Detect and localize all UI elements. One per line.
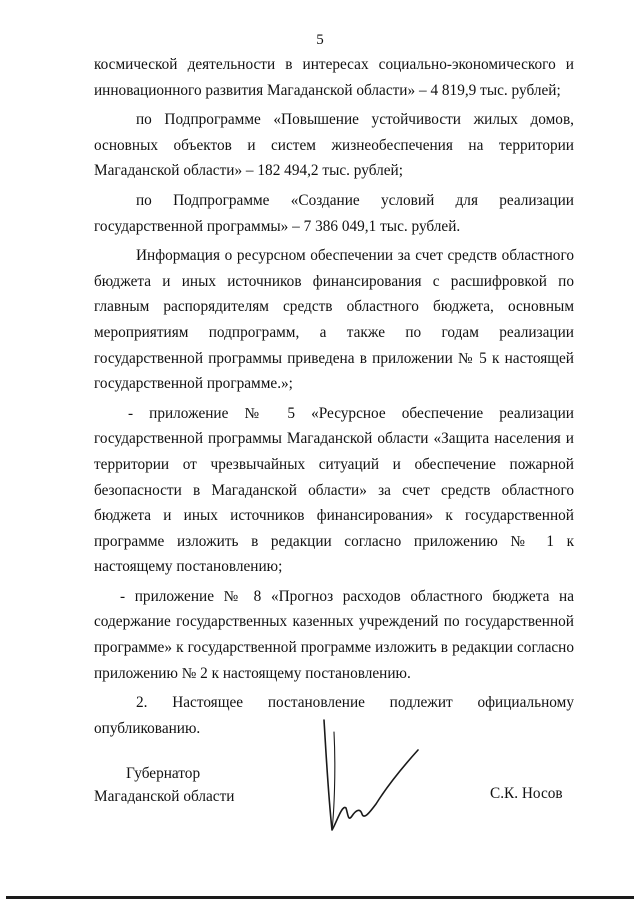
- document-body: [94, 52, 574, 741]
- signatory-title-line2: Магаданской области: [94, 788, 235, 805]
- signatory-title-line1: Губернатор: [126, 765, 201, 782]
- paragraph-5: - приложение № 5 «Ресурсное обеспечение реализации государственной программы Магаданской области «Защита населения и территории от чрезвычайных ситуаций и обеспечение пожарной безопасности в Магаданской области» за счет средств областного бюджета и иных источников финансирования» к государственной программе изложить в редакции согласно приложению № 1 к настоящему постановлению;: [94, 404, 574, 576]
- handwritten-signature: [318, 712, 428, 842]
- signatory-title: [94, 762, 234, 808]
- paragraph-7: 2. Настоящее постановление подлежит официальному опубликованию.: [94, 694, 574, 737]
- bottom-border-line: [6, 896, 634, 899]
- paragraph-6: - приложение № 8 «Прогноз расходов областного бюджета на содержание государственных казенных учреждений по государственной программе» к государственной программе изложить в редакции согласно приложению № 2 к настоящему постановлению.: [94, 587, 574, 682]
- paragraph-4: Информация о ресурсном обеспечении за счет средств областного бюджета и иных источников финансирования с расшифровкой по главным распорядителям средств областного бюджета, основным мероприятиям подпрограмм, а также по годам реализации государственной программы приведена в приложении № 5 к настоящей государственной программе.»;: [94, 247, 574, 393]
- paragraph-2: по Подпрограмме «Повышение устойчивости жилых домов, основных объектов и систем жизнеобеспечения на территории Магаданской области» – 182 494,2 тыс. рублей;: [94, 111, 574, 180]
- paragraph-1: космической деятельности в интересах социально-экономического и инновационного развития Магаданской области» – 4 819,9 тыс. рублей;: [94, 56, 574, 99]
- signatory-name: С.К. Носов: [490, 785, 563, 802]
- paragraph-3: по Подпрограмме «Создание условий для реализации государственной программы» – 7 386 049,1 тыс. рублей.: [94, 191, 574, 235]
- page-number: 5: [316, 32, 324, 48]
